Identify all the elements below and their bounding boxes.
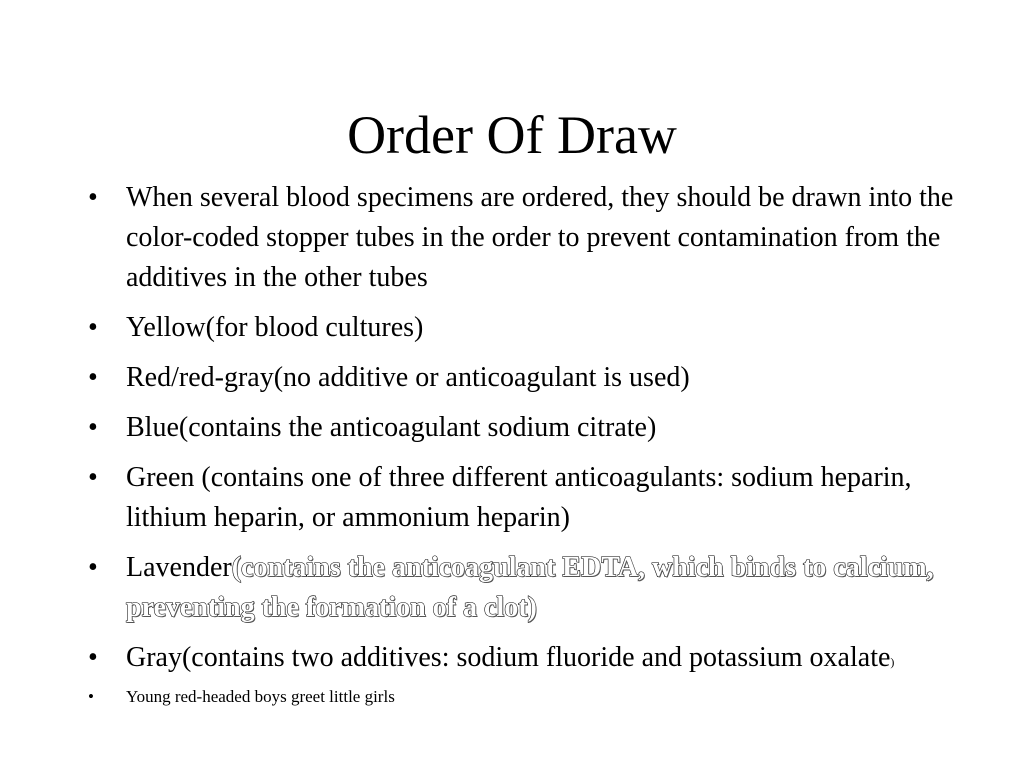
bullet-yellow bbox=[86, 308, 956, 348]
bullet-gray bbox=[86, 638, 956, 682]
bullet-text: When several blood specimens are ordered, they should be drawn into the color-coded stopper tubes in the order to prevent contamination from the additives in the other tubes bbox=[126, 182, 954, 293]
bullet-lavender bbox=[86, 548, 956, 628]
bullet-mnemonic bbox=[86, 686, 956, 708]
bullet-marker: • bbox=[88, 552, 98, 583]
bullet-blue bbox=[86, 408, 956, 448]
bullet-closing-paren: ) bbox=[890, 655, 895, 669]
bullet-marker: • bbox=[88, 362, 98, 393]
bullet-text: Gray(contains two additives: sodium fluoride and potassium oxalate bbox=[126, 642, 891, 673]
bullet-outlined-text: (contains the anticoagulant EDTA, which binds to calcium, preventing the formation of a clot) bbox=[126, 552, 934, 623]
bullet-intro bbox=[86, 178, 956, 298]
bullet-text: Lavender bbox=[126, 552, 232, 583]
bullet-marker: • bbox=[88, 642, 98, 673]
bullet-text: Yellow(for blood cultures) bbox=[126, 312, 424, 343]
bullet-marker: • bbox=[88, 412, 98, 443]
bullet-text: Blue(contains the anticoagulant sodium citrate) bbox=[126, 412, 657, 443]
bullet-text: Young red-headed boys greet little girls bbox=[126, 687, 395, 706]
bullet-marker: • bbox=[88, 182, 98, 213]
bullet-text: Green (contains one of three different anticoagulants: sodium heparin, lithium heparin, or ammonium heparin) bbox=[126, 462, 912, 533]
slide-title: Order Of Draw bbox=[347, 105, 677, 165]
bullet-text: Red/red-gray(no additive or anticoagulant is used) bbox=[126, 362, 690, 393]
bullet-marker: • bbox=[88, 687, 94, 706]
bullet-marker: • bbox=[88, 462, 98, 493]
bullet-green bbox=[86, 458, 956, 538]
bullet-list bbox=[86, 178, 956, 718]
bullet-marker: • bbox=[88, 312, 98, 343]
bullet-red bbox=[86, 358, 956, 398]
